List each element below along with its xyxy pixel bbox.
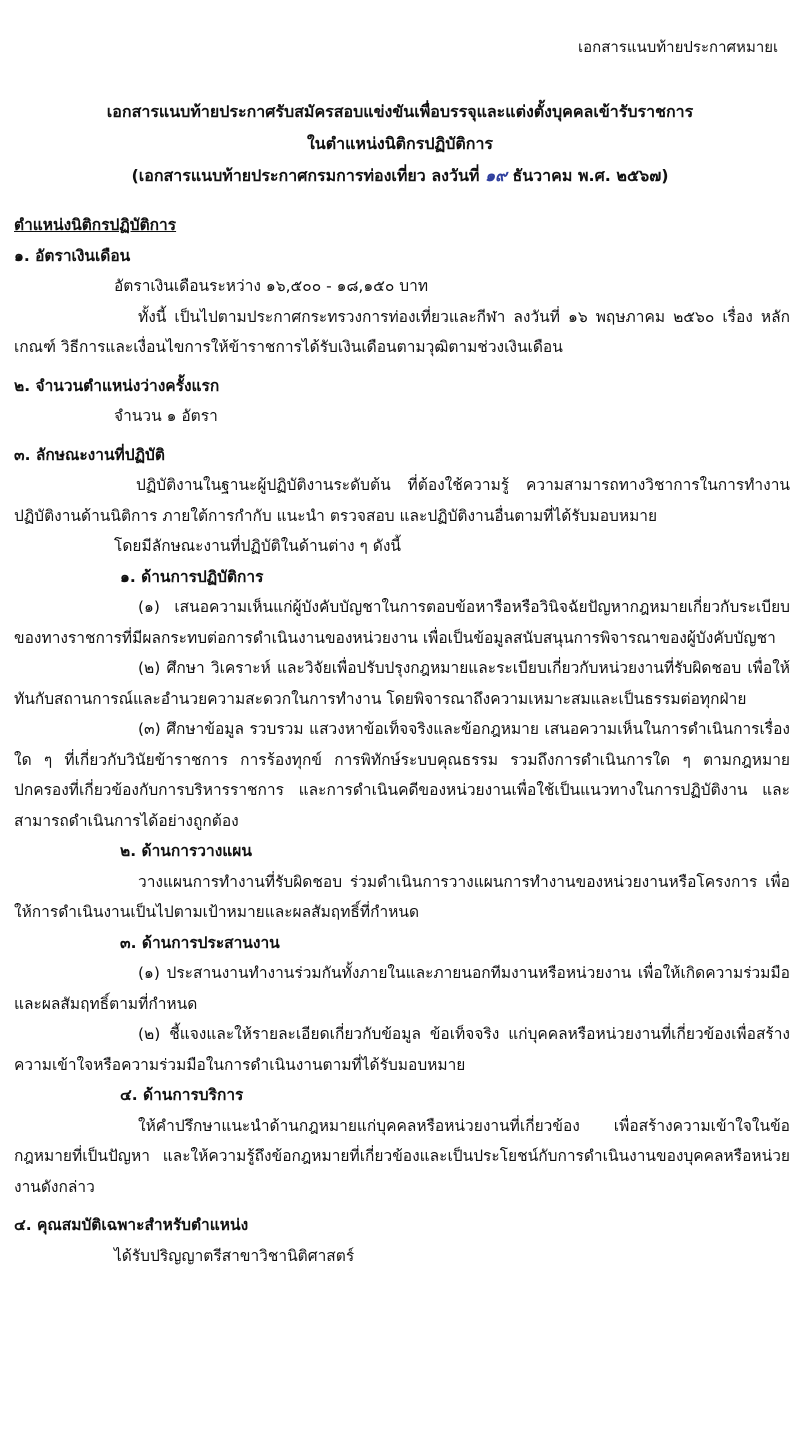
section-4-heading: ๔. คุณสมบัติเฉพาะสำหรับตำแหน่ง [14, 1216, 249, 1234]
document-body [14, 210, 790, 1271]
area-2-title: ๒. ด้านการวางแผน [120, 842, 252, 860]
header-reference: เอกสารแนบท้ายประกาศหมายเ [578, 38, 779, 56]
title-line-3-suffix: ธันวาคม พ.ศ. ๒๕๖๗) [512, 166, 669, 185]
salary-range: อัตราเงินเดือนระหว่าง ๑๖,๕๐๐ - ๑๘,๑๕๐ บาท [114, 277, 429, 295]
title-line-3-prefix: (เอกสารแนบท้ายประกาศกรมการท่องเที่ยว ลงวันที่ [131, 166, 480, 185]
title-line-3 [0, 160, 800, 192]
section-2-heading: ๒. จำนวนตำแหน่งว่างครั้งแรก [14, 376, 220, 395]
duties-intro: ปฏิบัติงานในฐานะผู้ปฏิบัติงานระดับต้น ที่ต้องใช้ความรู้ ความสามารถทางวิชาการในการทำงาน ปฏิบัติงานด้านนิติการ ภายใต้การกำกับ แนะนำ ตรวจสอบ และปฏิบัติงานอื่นตามที่ได้รับมอบหมาย [14, 476, 790, 525]
title-line-1: เอกสารแนบท้ายประกาศรับสมัครสอบแข่งขันเพื่อบรรจุและแต่งตั้งบุคคลเข้ารับราชการ [106, 102, 694, 121]
title-line-2: ในตำแหน่งนิติกรปฏิบัติการ [306, 134, 494, 153]
area-1-item-3: (๓) ศึกษาข้อมูล รวบรวม แสวงหาข้อเท็จจริงและข้อกฎหมาย เสนอความเห็นในการดำเนินการเรื่องใด ๆ ที่เกี่ยวกับวินัยข้าราชการ การร้องทุกข์ การพิทักษ์ระบบคุณธรรม รวมถึงการดำเนินการใด ๆ ตามกฎหมายปกครองที่เกี่ยวข้องกับการบริหารราชการ และการดำเนินคดีของหน่วยงานเพื่อใช้เป็นแนวทางในการปฏิบัติงาน และสามารถดำเนินการได้อย่างถูกต้อง [14, 720, 790, 830]
section-1-heading: ๑. อัตราเงินเดือน [14, 246, 131, 265]
area-2-item-1: วางแผนการทำงานที่รับผิดชอบ ร่วมดำเนินการวางแผนการทำงานของหน่วยงานหรือโครงการ เพื่อให้การดำเนินงานเป็นไปตามเป้าหมายและผลสัมฤทธิ์ที่กำหนด [14, 872, 790, 921]
area-4-item-1: ให้คำปรึกษาแนะนำด้านกฎหมายแก่บุคคลหรือหน่วยงานที่เกี่ยวข้อง เพื่อสร้างความเข้าใจในข้อกฎหมายที่เป็นปัญหา และให้ความรู้ถึงข้อกฎหมายที่เกี่ยวข้องและเป็นประโยชน์กับการดำเนินงานของบุคคลหรือหน่วยงานดังกล่าว [14, 1116, 790, 1196]
section-3-heading: ๓. ลักษณะงานที่ปฏิบัติ [14, 445, 165, 464]
handwritten-day: ๑๙ [485, 166, 507, 185]
salary-note: ทั้งนี้ เป็นไปตามประกาศกระทรวงการท่องเที่ยวและกีฬา ลงวันที่ ๑๖ พฤษภาคม ๒๕๖๐ เรื่อง หลักเกณฑ์ วิธีการและเงื่อนไขการให้ข้าราชการได้รับเงินเดือนตามวุฒิตามช่วงเงินเดือน [14, 307, 790, 356]
area-3-title: ๓. ด้านการประสานงาน [120, 933, 280, 952]
document-title [0, 96, 800, 192]
area-1-item-1: (๑) เสนอความเห็นแก่ผู้บังคับบัญชาในการตอบข้อหารือหรือวินิจฉัยปัญหากฎหมายเกี่ยวกับระเบียบของทางราชการที่มีผลกระทบต่อการดำเนินงานของหน่วยงาน เพื่อเป็นข้อมูลสนับสนุนการพิจารณาของผู้บังคับบัญชา [14, 598, 790, 647]
area-4-title: ๔. ด้านการบริการ [120, 1086, 244, 1104]
area-1-title: ๑. ด้านการปฏิบัติการ [120, 567, 264, 586]
qualification-text: ได้รับปริญญาตรีสาขาวิชานิติศาสตร์ [114, 1246, 355, 1265]
area-1-item-2: (๒) ศึกษา วิเคราะห์ และวิจัยเพื่อปรับปรุงกฎหมายและระเบียบเกี่ยวกับหน่วยงานที่รับผิดชอบ เพื่อให้ทันกับสถานการณ์และอำนวยความสะดวกในการทำงาน โดยพิจารณาถึงความเหมาะสมและเป็นธรรมต่อทุกฝ่าย [14, 659, 790, 708]
area-3-item-2: (๒) ชี้แจงและให้รายละเอียดเกี่ยวกับข้อมูล ข้อเท็จจริง แก่บุคคลหรือหน่วยงานที่เกี่ยวข้องเพื่อสร้างความเข้าใจหรือความร่วมมือในการดำเนินงานตามที่ได้รับมอบหมาย [14, 1025, 790, 1074]
position-heading: ตำแหน่งนิติกรปฏิบัติการ [14, 216, 177, 234]
area-3-item-1: (๑) ประสานงานทำงานร่วมกันทั้งภายในและภายนอกทีมงานหรือหน่วยงาน เพื่อให้เกิดความร่วมมือและผลสัมฤทธิ์ตามที่กำหนด [14, 964, 790, 1013]
vacancy-count: จำนวน ๑ อัตรา [114, 407, 218, 425]
duties-lead: โดยมีลักษณะงานที่ปฏิบัติในด้านต่าง ๆ ดังนี้ [114, 537, 402, 555]
